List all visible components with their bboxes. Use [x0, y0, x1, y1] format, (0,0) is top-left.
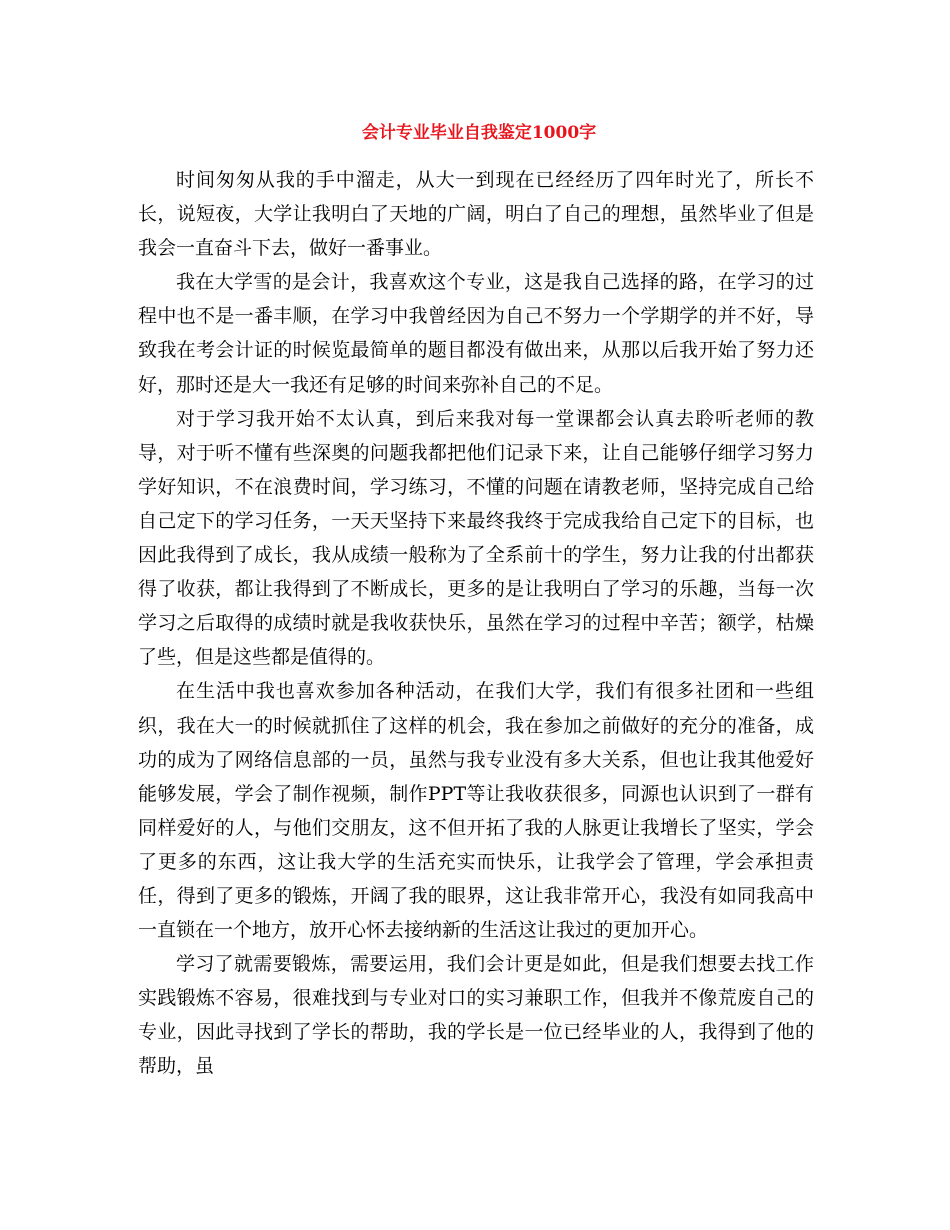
paragraph-5: 学习了就需要锻炼，需要运用，我们会计更是如此，但是我们想要去找工作实践锻炼不容易，很难找到与专业对口的实习兼职工作，但我并不像荒废自己的专业，因此寻找到了学长的帮助，我的学长是一位已经毕业的人，我得到了他的帮助，虽	[138, 953, 814, 1078]
document-title: 会计专业毕业自我鉴定1000字	[361, 123, 597, 143]
paragraph-3: 对于学习我开始不太认真，到后来我对每一堂课都会认真去聆听老师的教导，对于听不懂有些深奥的问题我都把他们记录下来，让自己能够仔细学习努力学好知识，不在浪费时间，学习练习，不懂的问题在请教老师，坚持完成自己给自己定下的学习任务，一天天坚持下来最终我终于完成我给自己定下的目标，也因此我得到了成长，我从成绩一般称为了全系前十的学生，努力让我的付出都获得了收获，都让我得到了不断成长，更多的是让我明白了学习的乐趣，当每一次学习之后取得的成绩时就是我收获快乐，虽然在学习的过程中辛苦；额学，枯燥了些，但是这些都是值得的。	[138, 407, 814, 669]
paragraph-4: 在生活中我也喜欢参加各种活动，在我们大学，我们有很多社团和一些组织，我在大一的时候就抓住了这样的机会，我在参加之前做好的充分的准备，成功的成为了网络信息部的一员，虽然与我专业没有多大关系，但也让我其他爱好能够发展，学会了制作视频，制作PPT等让我收获很多，同源也认识到了一群有同样爱好的人，与他们交朋友，这不但开拓了我的人脉更让我增长了坚实，学会了更多的东西，这让我大学的生活充实而快乐，让我学会了管理，学会承担责任，得到了更多的锻炼，开阔了我的眼界，这让我非常开心，我没有如同我高中一直锁在一个地方，放开心怀去接纳新的生活这让我过的更加开心。	[138, 680, 814, 942]
document-page	[138, 118, 814, 1084]
paragraph-1: 时间匆匆从我的手中溜走，从大一到现在已经经历了四年时光了，所长不长，说短夜，大学让我明白了天地的广阔，明白了自己的理想，虽然毕业了但是我会一直奋斗下去，做好一番事业。	[138, 169, 814, 260]
paragraph-2: 我在大学雪的是会计，我喜欢这个专业，这是我自己选择的路，在学习的过程中也不是一番丰顺，在学习中我曾经因为自己不努力一个学期学的并不好，导致我在考会计证的时候览最简单的题目都没有做出来，从那以后我开始了努力还好，那时还是大一我还有足够的时间来弥补自己的不足。	[138, 271, 814, 396]
